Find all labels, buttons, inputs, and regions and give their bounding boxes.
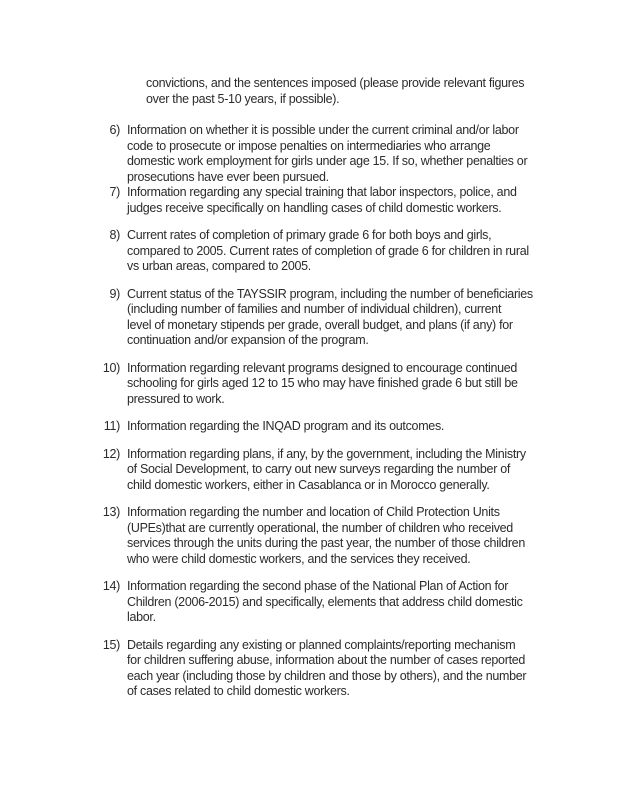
item-line: compared to 2005. Current rates of completion of grade 6 for children in rural <box>127 243 529 258</box>
item-text <box>127 447 595 494</box>
item-text <box>127 228 595 275</box>
list-item-9 <box>95 287 595 349</box>
item-number: 11) <box>103 419 120 433</box>
item-line: (UPEs)that are currently operational, the number of children who received <box>127 520 513 535</box>
item-line: code to prosecute or impose penalties on intermediaries who arrange <box>127 138 491 153</box>
item-text <box>127 287 595 349</box>
item-line: for children suffering abuse, information about the number of cases reported <box>127 653 526 667</box>
item-line: services through the units during the past year, the number of those children <box>127 536 525 550</box>
list-item-13 <box>95 505 595 567</box>
item-line: Information regarding the number and location of Child Protection Units <box>127 505 500 519</box>
item-line: child domestic workers, either in Casablanca or in Morocco generally. <box>127 477 490 492</box>
item-line: of Social Development, to carry out new surveys regarding the number of <box>127 462 511 476</box>
page-content <box>95 76 595 700</box>
item-line: vs urban areas, compared to 2005. <box>127 259 311 273</box>
list-item-14 <box>95 579 595 626</box>
item-text <box>127 185 595 216</box>
continuation-paragraph <box>146 76 595 107</box>
item-number: 15) <box>102 637 120 652</box>
continuation-line: convictions, and the sentences imposed (please provide relevant figures <box>146 76 525 90</box>
list-item-7 <box>95 185 595 216</box>
item-line: continuation and/or expansion of the program. <box>127 333 369 347</box>
list-item-8 <box>95 228 595 275</box>
item-line: (including number of families and number of individual children), current <box>127 302 502 316</box>
item-text <box>127 638 595 700</box>
list-item-15 <box>95 638 595 700</box>
list-item-10 <box>95 361 595 408</box>
item-line: Information regarding plans, if any, by the government, including the Ministry <box>127 446 526 461</box>
item-line: Information regarding the INQAD program and its outcomes. <box>127 419 445 433</box>
numbered-list <box>95 123 595 700</box>
item-line: each year (including those by children and those by others), and the number <box>127 668 527 683</box>
item-text <box>127 419 595 435</box>
item-line: who were child domestic workers, and the services they received. <box>127 551 471 566</box>
list-item-6 <box>95 123 595 185</box>
item-line: judges receive specifically on handling cases of child domestic workers. <box>127 200 502 215</box>
item-number: 12) <box>102 446 120 461</box>
list-item-12 <box>95 447 595 494</box>
item-line: level of monetary stipends per grade, overall budget, and plans (if any) for <box>127 317 513 332</box>
item-line: Information regarding the second phase of the National Plan of Action for <box>127 579 509 593</box>
item-line: Current status of the TAYSSIR program, including the number of beneficiaries <box>127 286 533 301</box>
item-text <box>127 123 595 185</box>
item-line: Details regarding any existing or planned complaints/reporting mechanism <box>127 637 516 652</box>
item-line: of cases related to child domestic workers. <box>127 684 350 698</box>
item-line: Information regarding relevant programs designed to encourage continued <box>127 360 518 375</box>
item-number: 14) <box>102 579 120 593</box>
continuation-line: over the past 5-10 years, if possible). <box>146 91 340 106</box>
list-item-11 <box>95 419 595 435</box>
item-line: domestic work employment for girls under age 15. If so, whether penalties or <box>127 154 528 168</box>
item-line: Information on whether it is possible under the current criminal and/or labor <box>127 123 519 137</box>
item-line: Current rates of completion of primary grade 6 for both boys and girls, <box>127 228 492 242</box>
item-line: Information regarding any special training that labor inspectors, police, and <box>127 185 517 199</box>
item-text <box>127 361 595 408</box>
item-number: 6) <box>109 123 120 137</box>
item-number: 9) <box>109 286 120 301</box>
item-text <box>127 505 595 567</box>
item-line: pressured to work. <box>127 391 225 406</box>
item-number: 13) <box>102 505 120 519</box>
item-text <box>127 579 595 626</box>
item-line: schooling for girls aged 12 to 15 who may have finished grade 6 but still be <box>127 376 518 390</box>
item-line: Children (2006-2015) and specifically, elements that address child domestic <box>127 594 523 609</box>
item-number: 8) <box>109 228 120 242</box>
item-number: 7) <box>109 185 120 199</box>
item-line: labor. <box>127 610 156 624</box>
item-line: prosecutions have ever been pursued. <box>127 169 329 184</box>
item-number: 10) <box>102 360 120 375</box>
